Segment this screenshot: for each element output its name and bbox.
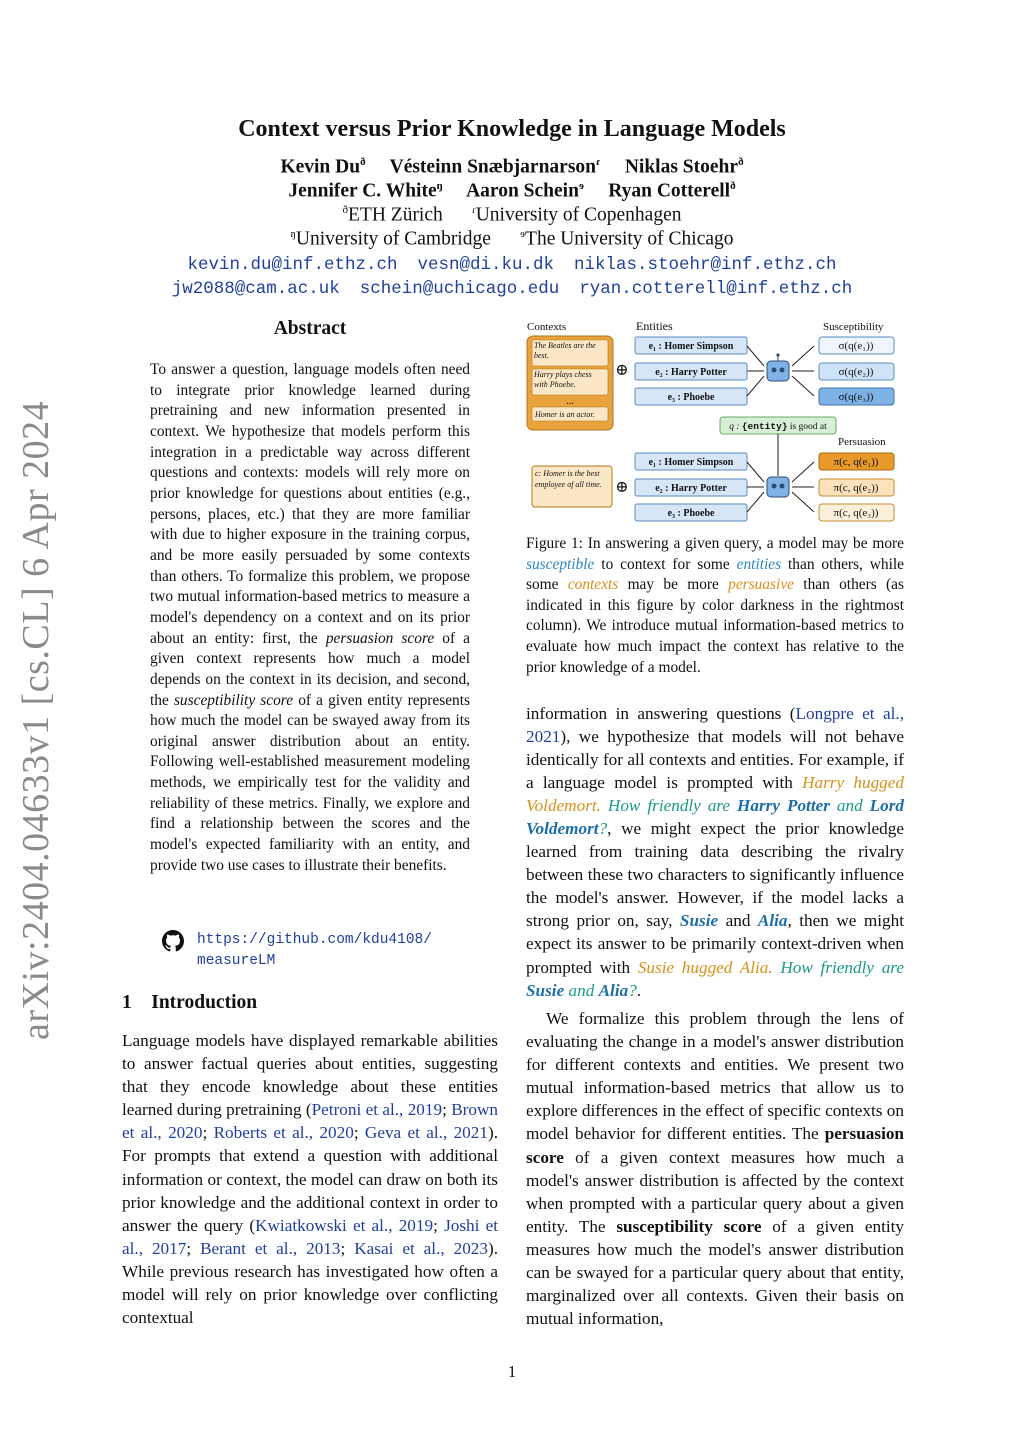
example-entity: Susie xyxy=(679,911,719,931)
abstract-emphasis: susceptibility score xyxy=(173,691,294,709)
affiliation-mark: ɘ xyxy=(520,228,526,240)
citation-link[interactable]: Brown et al., 2020 xyxy=(122,1100,498,1143)
emails-line-2 xyxy=(0,279,1024,299)
example-entity: Harry Potter xyxy=(737,796,830,816)
context-text: Harry plays chess with Phoebe. xyxy=(534,370,592,389)
example-query: How friendly are xyxy=(772,957,904,977)
author-mark: ɘ xyxy=(578,180,584,192)
citation-link[interactable]: Longpre et al., 2021 xyxy=(526,704,904,747)
github-link-line[interactable]: measureLM xyxy=(197,953,276,969)
affiliation: University of Copenhagen xyxy=(475,204,682,226)
caption-text: than others (as indicated in this figure by color darkness in the rightmost column). We introduce mutual information-based metrics to evaluate how much impact the context has relative to the prior knowledge of a model. xyxy=(526,576,904,676)
context-text: c: Homer is the best employee of all time. xyxy=(535,469,602,489)
example-entity: Alia xyxy=(757,911,788,931)
entity-label: e₃ : Phoebe xyxy=(667,508,715,519)
example-entity: Susie xyxy=(526,980,565,1000)
github-link[interactable] xyxy=(197,930,432,972)
entity-label: e₂ : Harry Potter xyxy=(655,483,727,494)
robot-icon xyxy=(767,353,789,381)
paper-title: Context versus Prior Knowledge in Language Models xyxy=(238,116,786,142)
context-ellipsis: ... xyxy=(566,396,574,407)
email-link[interactable]: schein@uchicago.edu xyxy=(359,279,560,299)
email-link[interactable]: vesn@di.ku.dk xyxy=(417,255,555,275)
citation-link[interactable]: Geva et al., 2021 xyxy=(364,1123,488,1143)
body-text: information in answering questions ( xyxy=(526,704,796,723)
affiliation-mark: ɾ xyxy=(472,204,476,216)
query-text: q : {entity} is good at xyxy=(729,421,827,432)
author-name: Aaron Schein xyxy=(466,180,579,202)
entities-label: Entities xyxy=(636,319,673,333)
contexts-label: Contexts xyxy=(527,321,567,333)
oplus-symbol: ⊕ xyxy=(615,479,629,496)
affiliations-line-1 xyxy=(0,204,1024,227)
section-number: 1 xyxy=(122,992,132,1013)
body-text: ; xyxy=(353,1123,365,1143)
body-text: ). For prompts that extend a question with additional information or context, the model can draw on both its prior knowledge and the additional context in order to answer the query ( xyxy=(122,1123,498,1235)
body-text: ; xyxy=(442,1100,452,1120)
caption-text: may be more xyxy=(618,576,729,594)
author-name: Ryan Cotterell xyxy=(608,180,731,202)
example-query: and xyxy=(829,796,870,816)
figure-1 xyxy=(526,318,904,526)
introduction-body xyxy=(122,1029,498,1329)
oplus-symbol: ⊕ xyxy=(615,362,629,379)
affiliation: University of Cambridge xyxy=(295,228,491,250)
example-query: ? xyxy=(598,819,608,839)
body-text: ). While previous research has investigated how often a model will rely on prior knowledge over conflicting contextual xyxy=(122,1238,499,1328)
abstract-text: To answer a question, language models often need to integrate prior knowledge learned during pretraining and new information presented in context. We hypothesize that models perform this integration in a predictable way across different questions and contexts: models will rely more on prior knowledge for questions about entities (e.g., persons, places, etc.) that they are more familiar with due to higher exposure in the training corpus, and be more easily persuaded by some contexts than others. To formalize this problem, we propose two mutual information-based metrics to measure a model's dependency on a context and on its prior about an entity: first, the xyxy=(150,361,470,647)
author-mark: ð xyxy=(360,156,366,168)
robot-icon xyxy=(767,477,789,497)
body-text: and xyxy=(718,911,758,931)
abstract-emphasis: persuasion score xyxy=(325,629,435,647)
author-name: Niklas Stoehr xyxy=(624,156,739,178)
citation-link[interactable]: Roberts et al., 2020 xyxy=(213,1123,354,1143)
caption-keyword: entities xyxy=(736,555,782,573)
susceptibility-value: σ(q(e₃)) xyxy=(838,391,874,403)
author-mark: ŋ xyxy=(436,180,443,192)
example-entity: Alia xyxy=(598,980,629,1000)
author-mark: ð xyxy=(738,156,744,168)
author-name: Jennifer C. White xyxy=(288,180,437,202)
citation-link[interactable]: Kasai et al., 2023 xyxy=(354,1238,488,1258)
caption-text: Figure 1: In answering a given query, a model may be more xyxy=(526,535,904,552)
entity-label: e₁ : Homer Simpson xyxy=(648,341,734,352)
susceptibility-value: σ(q(e₂)) xyxy=(838,366,874,378)
page-number: 1 xyxy=(507,1362,517,1381)
persuasion-value: π(c, q(e₁)) xyxy=(833,456,879,468)
caption-text: than others, while some xyxy=(526,555,904,594)
abstract-body xyxy=(150,360,470,876)
body-text: of a given entity measures how much the model's answer distribution can be swayed for a particular query about that entity, marginalized over all contexts. Given their basis on mutual information, xyxy=(526,1216,904,1329)
author-mark: ɾ xyxy=(596,156,601,168)
caption-text: to context for some xyxy=(594,555,737,573)
affiliation: ETH Zürich xyxy=(348,204,443,226)
affiliation-mark: ŋ xyxy=(290,228,296,240)
author-name: Kevin Du xyxy=(280,156,361,178)
body-text: We formalize this problem through the lens of evaluating the change in a model's answer distribution for different contexts and entities. We present two mutual information-based metrics that allow us to explore differences in the effect of specific contexts on model behavior for different entities. The xyxy=(526,1009,904,1144)
email-link[interactable]: niklas.stoehr@inf.ethz.ch xyxy=(574,255,837,275)
authors-line-2 xyxy=(0,180,1024,203)
author-mark: ð xyxy=(730,180,736,192)
affiliations-line-2 xyxy=(0,228,1024,251)
right-column-paragraph-1 xyxy=(526,702,904,1002)
github-link-line[interactable]: https://github.com/kdu4108/ xyxy=(197,932,432,948)
email-link[interactable]: kevin.du@inf.ethz.ch xyxy=(187,255,398,275)
body-text: , we might expect the prior knowledge learned from training data describing the rivalry between these two characters to significantly influence the model's answer. However, if the model lacks a strong prior on, say, xyxy=(526,819,904,931)
example-query: How friendly are xyxy=(600,796,738,816)
persuasion-value: π(c, q(e₃)) xyxy=(833,507,879,519)
body-text: , then we might expect its answer to be primarily context-driven when prompted with xyxy=(526,911,904,977)
body-text: of a given context measures how much a model's answer distribution is affected by the context when prompted with a particular query about a given entity. The xyxy=(526,1147,904,1236)
abstract-heading: Abstract xyxy=(273,318,347,339)
entity-label: e₃ : Phoebe xyxy=(667,392,715,403)
citation-link[interactable]: Kwiatkowski et al., 2019 xyxy=(255,1215,434,1235)
example-context: Susie hugged Alia. xyxy=(637,957,773,977)
arxiv-identifier: arXiv:2404.04633v1 [cs.CL] 6 Apr 2024 xyxy=(15,400,57,1040)
entity-label: e₁ : Homer Simpson xyxy=(648,457,734,468)
caption-keyword: contexts xyxy=(567,576,619,594)
body-text: Language models have displayed remarkable abilities to answer factual queries about entities, suggesting that they encode knowledge about these entities learned during pretraining ( xyxy=(122,1031,498,1120)
right-column-paragraph-2 xyxy=(526,1007,904,1330)
caption-keyword: susceptible xyxy=(526,555,595,573)
susceptibility-value: σ(q(e₁)) xyxy=(838,340,874,352)
github-icon xyxy=(162,930,184,957)
email-link[interactable]: ryan.cotterell@inf.ethz.ch xyxy=(579,279,853,299)
example-query: and xyxy=(564,980,599,1000)
section-heading-introduction xyxy=(122,992,257,1014)
citation-link[interactable]: Berant et al., 2013 xyxy=(200,1238,341,1258)
authors-line-1 xyxy=(0,156,1024,179)
context-text: The Beatles are the best. xyxy=(534,341,596,360)
body-text: ; xyxy=(433,1215,445,1235)
abstract-text: of a given context represents how much a model depends on the context in its decision, and second, the xyxy=(150,629,470,709)
body-text: ; xyxy=(186,1238,201,1258)
caption-keyword: persuasive xyxy=(728,576,794,594)
affiliation: The University of Chicago xyxy=(525,228,734,250)
body-text: ), we hypothesize that models will not behave identically for all contexts and entities. For example, if a language model is prompted with xyxy=(526,727,904,793)
citation-link[interactable]: Petroni et al., 2019 xyxy=(311,1100,443,1120)
affiliation-mark: ð xyxy=(342,204,348,216)
author-name: Vésteinn Snæbjarnarson xyxy=(389,156,597,178)
persuasion-label: Persuasion xyxy=(838,436,886,448)
body-text: . xyxy=(636,980,642,1000)
body-text: ; xyxy=(340,1238,355,1258)
persuasion-value: π(c, q(e₂)) xyxy=(833,482,879,494)
abstract-text: of a given entity represents how much the model can be swayed away from its original answer distribution about an entity. Following well-established measurement modeling methods, we empirically test for the validity and reliability of these metrics. Finally, we explore and find a relationship between the scores and the model's expected familiarity with an entity, and provide two use cases to illustrate their benefits. xyxy=(150,691,471,874)
body-text: ; xyxy=(202,1123,214,1143)
figure-caption xyxy=(526,534,904,678)
example-query: ? xyxy=(628,980,637,1000)
example-context: Harry hugged Voldemort. xyxy=(526,773,904,816)
susceptibility-label: Susceptibility xyxy=(823,321,884,333)
bold-term: susceptibility score xyxy=(616,1216,762,1236)
arrows-to-model xyxy=(747,434,814,512)
example-entity: Lord Voldemort xyxy=(526,796,905,839)
bold-term: persuasion score xyxy=(526,1124,904,1167)
context-text: Homer is an actor. xyxy=(535,410,595,419)
section-title: Introduction xyxy=(151,992,258,1013)
entity-label: e₂ : Harry Potter xyxy=(655,367,727,378)
citation-link[interactable]: Joshi et al., 2017 xyxy=(122,1215,498,1258)
email-link[interactable]: jw2088@cam.ac.uk xyxy=(171,279,340,299)
emails-line-1 xyxy=(0,255,1024,275)
